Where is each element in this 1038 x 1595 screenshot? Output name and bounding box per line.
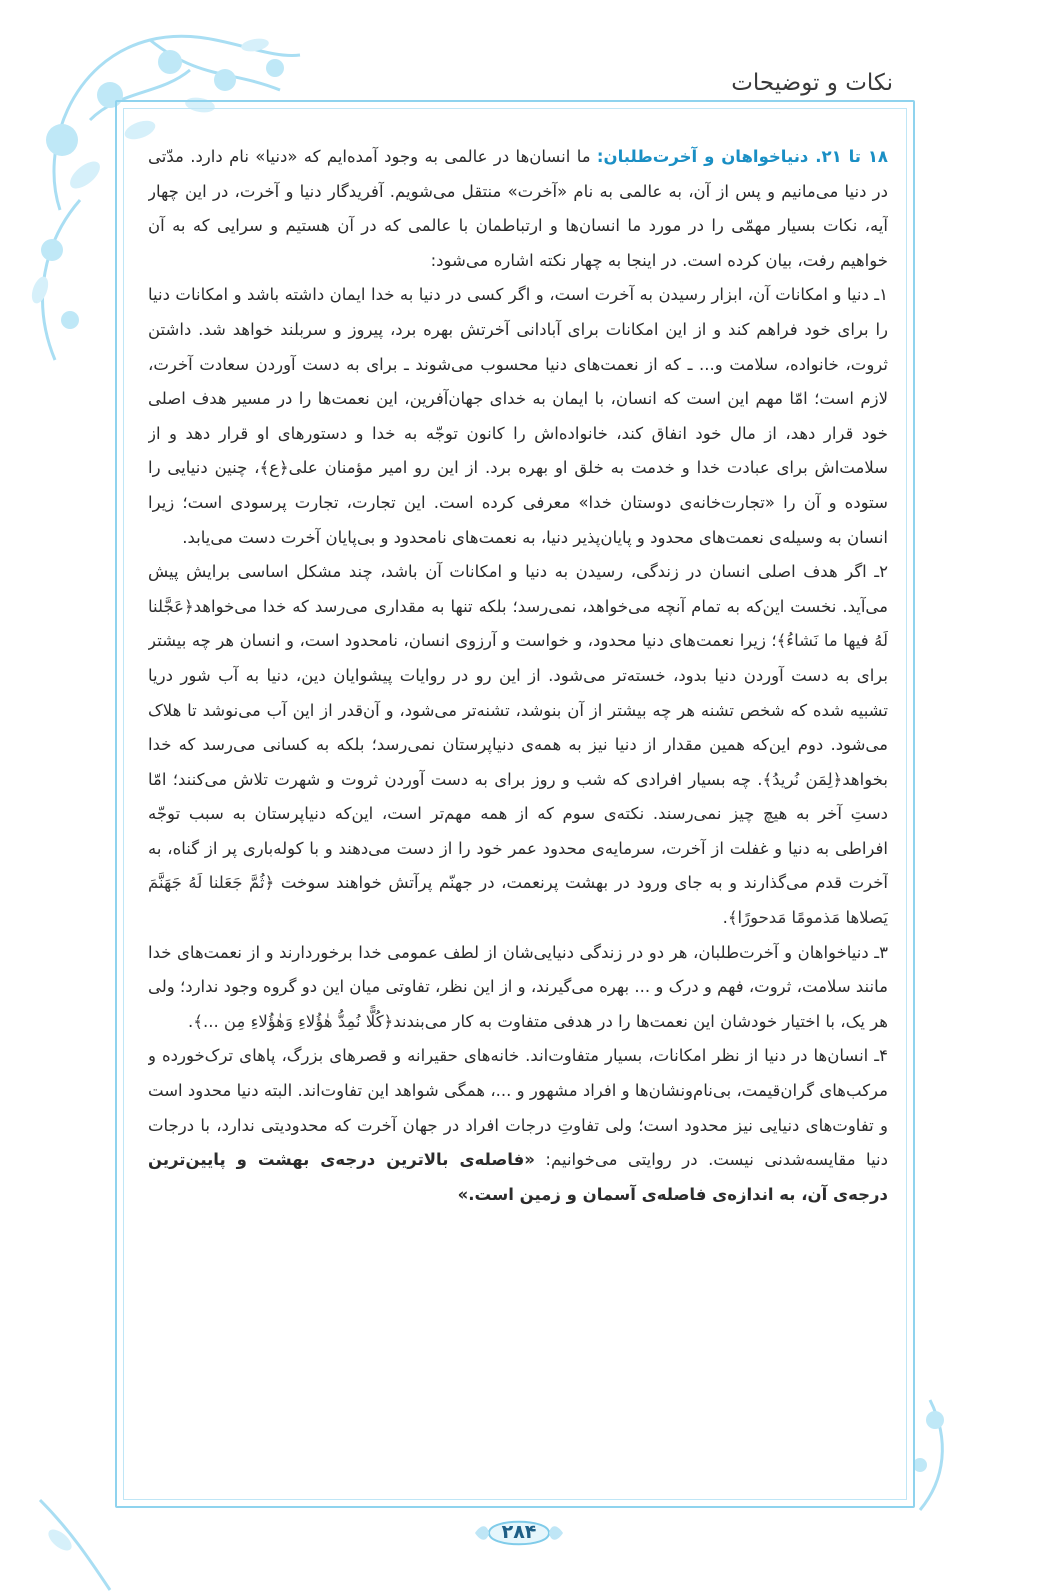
- point-2-text-d: .: [722, 908, 728, 928]
- quran-verse-2: ﴿لِمَن نُريدُ﴾: [762, 769, 843, 789]
- quran-verse-3: ﴿ثُمَّ جَعَلنا لَهُ جَهَنَّمَ يَصلاها مَذمومًا مَدحورًا﴾: [148, 873, 888, 928]
- page-header-title: نکات و توضیحات: [731, 70, 893, 96]
- section-heading: ۱۸ تا ۲۱. دنیاخواهان و آخرت‌طلبان:: [596, 147, 888, 166]
- intro-paragraph: [148, 140, 888, 278]
- point-3: [148, 936, 888, 1040]
- point-3-text-b: .: [188, 1011, 194, 1031]
- page-number: ۲۸۴: [501, 1521, 537, 1543]
- quran-verse-1: ﴿عَجَّلنا لَهُ فيها ما نَشاءُ﴾: [148, 596, 888, 651]
- body-text: [148, 140, 888, 1485]
- point-4-quote: «فاصله‌ی بالاترین درجه‌ی بهشت و پایین‌ترین درجه‌ی آن، به اندازه‌ی فاصله‌ی آسمان و زمین است.»: [148, 1150, 888, 1204]
- point-2-text-a: ۲ـ اگر هدف اصلی انسان در زندگی، رسیدن به دنیا و امکانات آن باشد، چند مشکل اساسی برایش پیش می‌آید. نخست این‌که به تمام آنچه می‌خواهد، نمی‌رسد؛ بلکه تنها به مقداری می‌رسد که خدا می‌خواهد: [148, 562, 888, 616]
- point-2-text-b: ؛ زیرا نعمت‌های دنیا محدود، و خواست و آرزوی انسان، نامحدود است، و انسان هر چه بیشتر برای به دست آوردن دنیا بدود، خسته‌تر می‌شود. از این رو در روایات پیشوایان دین، دنیا به آب شور دریا تشبیه شده که شخص تشنه هر چه بیشتر از آن بنوشد، تشنه‌تر می‌شود، و آن‌قدر از این آب می‌نوشد تا هلاک می‌شود. دوم این‌که همین مقدار از دنیا نیز به همه‌ی دنیاپرستان نمی‌رسد؛ بلکه به کسانی می‌رسد که خدا بخواهد: [148, 631, 888, 789]
- intro-text: ما انسان‌ها در عالمی به وجود آمده‌ایم که «دنیا» نام دارد. مدّتی در دنیا می‌مانیم و پس از آن، به عالمی به نام «آخرت» منتقل می‌شویم. آفریدگار دنیا و آخرت، در این چهار آیه، نکات بسیار مهمّی را در مورد ما انسان‌ها و ارتباطمان با عالمی که در آن هستیم و سرایی که به آن خواهیم رفت، بیان کرده است. در اینجا به چهار نکته اشاره می‌شود:: [148, 147, 888, 270]
- point-1: ۱ـ دنیا و امکانات آن، ابزار رسیدن به آخرت است، و اگر کسی در دنیا به خدا ایمان داشته باشد و امکانات دنیا را برای خود فراهم کند و از این امکانات برای آبادانی آخرتش بهره برد، پیروز و سربلند خواهد شد. داشتن ثروت، خانواده، سلامت و... ـ که از نعمت‌های دنیا محسوب می‌شوند ـ برای به دست آوردن سعادت آخرت، لازم است؛ امّا مهم این است که انسان، با ایمان به خدای جهان‌آفرین، این نعمت‌ها را در مسیر هدف اصلی خود قرار دهد، از مال خود انفاق کند، خانواده‌اش را کانون توجّه به خدا و دستورهای او قرار دهد و از سلامت‌اش برای عبادت خدا و خدمت به خلق او بهره برد. از این رو امیر مؤمنان علی﴿ع﴾، چنین دنیایی را ستوده و آن را «تجارت‌خانه‌ی دوستان خدا» معرفی کرده است. این تجارت، تجارت پرسودی است؛ زیرا انسان به وسیله‌ی نعمت‌های محدود و پایان‌پذیر دنیا، به نعمت‌های نامحدود و بی‌پایان آخرت دست می‌یابد.: [148, 285, 888, 547]
- point-3-text-a: ۳ـ دنیاخواهان و آخرت‌طلبان، هر دو در زندگی دنیایی‌شان از لطف عمومی خدا برخوردارند و از نعمت‌های خدا مانند سلامت، ثروت، فهم و درک و ... بهره می‌گیرند، و از این نظر، تفاوتی میان این دو گروه وجود ندارد؛ ولی هر یک، با اختیار خودشان این نعمت‌ها را در هدفی متفاوت به کار می‌بندند: [148, 942, 888, 1031]
- point-4: [148, 1039, 888, 1212]
- quran-verse-4: ﴿كُلًّا نُمِدُّ هٰؤُلاءِ وَهٰؤُلاءِ مِن ...﴾: [193, 1011, 394, 1031]
- point-2-text-c: . چه بسیار افرادی که شب و روز برای به دست آوردن ثروت و شهرت تلاش می‌کنند؛ امّا دستِ آخر به هیچ چیز نمی‌رسند. نکته‌ی سوم که از همه مهم‌تر است، این‌که دنیاپرستان به سبب توجّه افراطی به دنیا و غفلت از آخرت، سرمایه‌ی محدود عمر خود را از دست می‌دهند و با کوله‌باری پر از گناه، به آخرت قدم می‌گذارند و به جای ورود در بهشت پرنعمت، در جهنّم پرآتش خواهند سوخت: [148, 769, 888, 893]
- point-4-text: ۴ـ انسان‌ها در دنیا از نظر امکانات، بسیار متفاوت‌اند. خانه‌های حقیرانه و قصرهای بزرگ، پاهای ترک‌خورده و مرکب‌های گران‌قیمت، بی‌نام‌ونشان‌ها و افراد مشهور و ...، همگی شواهد این تفاوت‌اند. البته دنیا محدود است و تفاوت‌های دنیایی نیز محدود است؛ ولی تفاوتِ درجات افراد در جهان آخرت که محدودیتی ندارد، با درجات دنیا مقایسه‌شدنی نیست. در روایتی می‌خوانیم:: [148, 1046, 888, 1170]
- point-2: [148, 555, 888, 936]
